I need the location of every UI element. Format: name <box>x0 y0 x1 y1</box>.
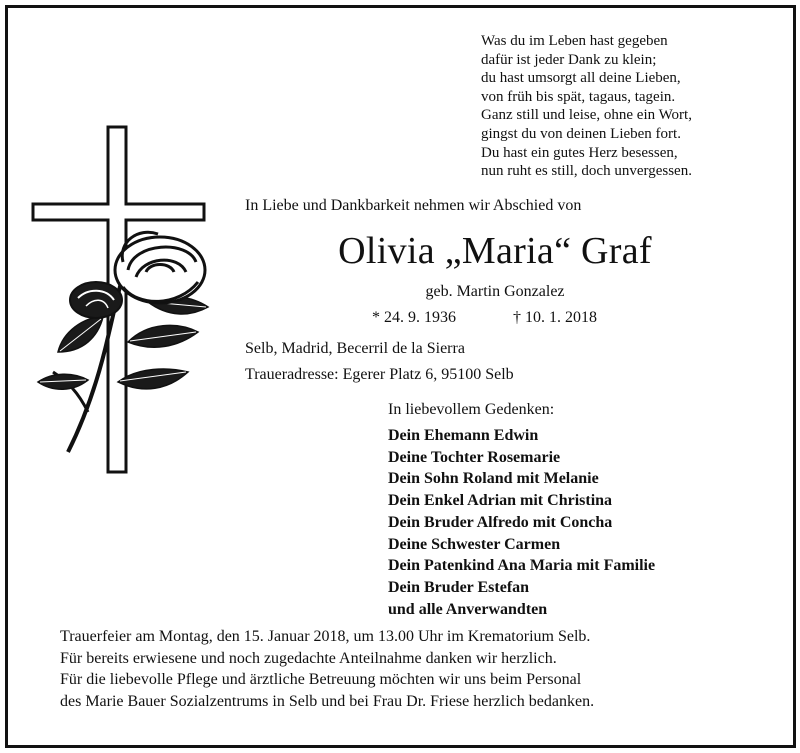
mourner-item: Dein Enkel Adrian mit Christina <box>388 492 613 510</box>
closing-line: Für die liebevolle Pflege und ärztliche Betreuung möchten wir uns beim Personal <box>60 671 582 689</box>
poem-line: Was du im Leben hast gegeben <box>481 33 668 49</box>
poem-line: Ganz still und leise, ohne ein Wort, <box>481 107 692 124</box>
intro-text: In Liebe und Dankbarkeit nehmen wir Abschied von <box>245 197 582 214</box>
poem <box>481 32 692 181</box>
poem-line: dafür ist jeder Dank zu klein; <box>481 51 657 68</box>
poem-line: gingst du von deinen Lieben fort. <box>481 125 681 142</box>
cross-with-rose-icon <box>28 122 228 482</box>
poem-line: Du hast ein gutes Herz besessen, <box>481 144 678 161</box>
poem-line: du hast umsorgt all deine Lieben, <box>481 70 681 87</box>
poem-line: nun ruht es still, doch unvergessen. <box>481 163 692 180</box>
mourner-item: Dein Sohn Roland mit Melanie <box>388 470 599 488</box>
places: Selb, Madrid, Becerril de la Sierra <box>245 340 465 357</box>
mourners-label: In liebevollem Gedenken: <box>388 401 555 418</box>
maiden-name: geb. Martin Gonzalez <box>425 283 565 300</box>
mourner-item: Dein Ehemann Edwin <box>388 427 539 444</box>
mourner-item: und alle Anverwandten <box>388 600 548 618</box>
closing-line: Für bereits erwiesene und noch zugedachte Anteilnahme danken wir herzlich. <box>60 649 557 667</box>
mourner-item: Dein Patenkind Ana Maria mit Familie <box>388 557 656 575</box>
birth-date: * 24. 9. 1936 <box>372 309 456 326</box>
mourners-list <box>388 425 655 620</box>
death-date: † 10. 1. 2018 <box>513 309 597 326</box>
mourner-item: Deine Schwester Carmen <box>388 535 561 553</box>
closing-text <box>60 626 594 712</box>
mourner-item: Dein Bruder Alfredo mit Concha <box>388 513 613 531</box>
mourner-item: Deine Tochter Rosemarie <box>388 448 561 466</box>
mourning-address: Traueradresse: Egerer Platz 6, 95100 Selb <box>245 366 514 383</box>
closing-line: Trauerfeier am Montag, den 15. Januar 2018, um 13.00 Uhr im Krematorium Selb. <box>60 628 591 645</box>
deceased-name: Olivia „Maria“ Graf <box>338 230 652 272</box>
poem-line: von früh bis spät, tagaus, tagein. <box>481 88 676 105</box>
mourner-item: Dein Bruder Estefan <box>388 578 530 596</box>
closing-line: des Marie Bauer Sozialzentrums in Selb und bei Frau Dr. Friese herzlich bedanken. <box>60 692 595 710</box>
